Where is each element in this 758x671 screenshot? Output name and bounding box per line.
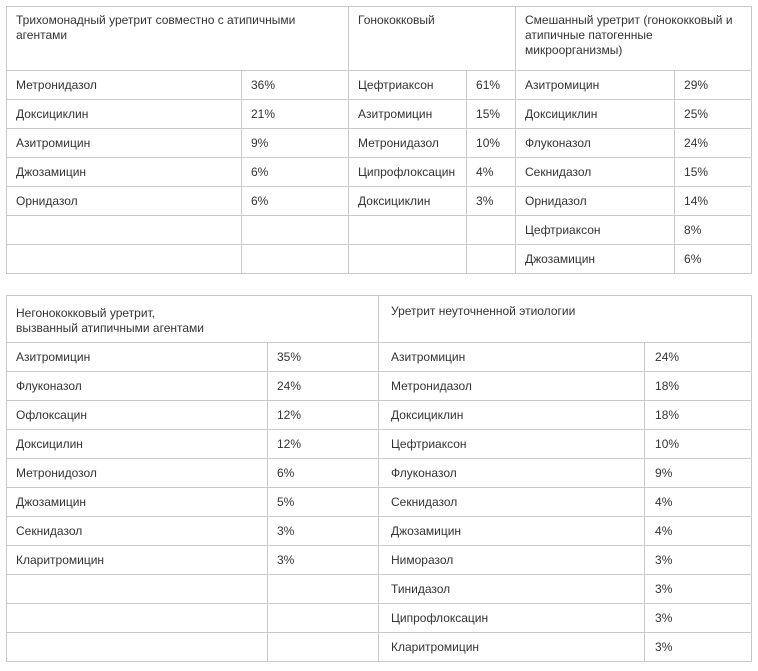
- table-row: [7, 604, 752, 633]
- drug-name-cell: [349, 216, 467, 245]
- drug-percent-cell: 3%: [268, 517, 379, 546]
- drug-percent-cell: 3%: [645, 575, 752, 604]
- drug-name-cell: Джозамицин: [7, 158, 242, 187]
- drug-name-cell: Кларитромицин: [7, 546, 268, 575]
- drug-percent-cell: 15%: [467, 100, 516, 129]
- drug-percent-cell: 3%: [645, 633, 752, 662]
- drug-percent-cell: 3%: [268, 546, 379, 575]
- table-row: [7, 401, 752, 430]
- drug-name-cell: Доксицилин: [7, 430, 268, 459]
- drug-name-cell: Доксициклин: [516, 100, 675, 129]
- drug-name-cell: Азитромицин: [516, 71, 675, 100]
- table-row: [7, 459, 752, 488]
- drug-percent-cell: 29%: [675, 71, 752, 100]
- drug-percent-cell: 24%: [645, 343, 752, 372]
- drug-percent-cell: 25%: [675, 100, 752, 129]
- drug-name-cell: Цефтриаксон: [349, 71, 467, 100]
- drug-percent-cell: 4%: [645, 488, 752, 517]
- drug-name-cell: Секнидазол: [7, 517, 268, 546]
- table-row: [7, 430, 752, 459]
- drug-name-cell: Кларитромицин: [379, 633, 645, 662]
- drug-name-cell: Метронидазол: [379, 372, 645, 401]
- drug-name-cell: Джозамицин: [379, 517, 645, 546]
- drug-name-cell: Секнидазол: [516, 158, 675, 187]
- drug-name-cell: Метронидозол: [7, 459, 268, 488]
- drug-percent-cell: 3%: [645, 546, 752, 575]
- drug-name-cell: Метронидазол: [349, 129, 467, 158]
- table-row: [7, 245, 752, 274]
- drug-name-cell: Доксициклин: [7, 100, 242, 129]
- drug-percent-cell: [268, 604, 379, 633]
- drug-percent-cell: 15%: [675, 158, 752, 187]
- drug-percent-cell: 5%: [268, 488, 379, 517]
- drug-percent-cell: [268, 575, 379, 604]
- drug-percent-cell: 36%: [242, 71, 349, 100]
- drug-name-cell: Азитромицин: [379, 343, 645, 372]
- drug-name-cell: [7, 245, 242, 274]
- drug-name-cell: Орнидазол: [516, 187, 675, 216]
- drug-percent-cell: 24%: [675, 129, 752, 158]
- drug-name-cell: Доксициклин: [379, 401, 645, 430]
- table-row: [7, 216, 752, 245]
- drug-name-cell: Флуконазол: [7, 372, 268, 401]
- drug-name-cell: [7, 575, 268, 604]
- table-row: [7, 546, 752, 575]
- table-row: [7, 633, 752, 662]
- drug-name-cell: Метронидазол: [7, 71, 242, 100]
- drug-percent-cell: [268, 633, 379, 662]
- drug-percent-cell: 18%: [645, 372, 752, 401]
- table-row: [7, 129, 752, 158]
- drug-percent-cell: 24%: [268, 372, 379, 401]
- drug-name-cell: [349, 245, 467, 274]
- table-row: [7, 517, 752, 546]
- drug-percent-cell: 61%: [467, 71, 516, 100]
- header-nongonococcal-urethritis: Негонококковый уретрит, вызванный атипичными агентами: [7, 296, 379, 343]
- drug-name-cell: [7, 216, 242, 245]
- drug-percent-cell: 6%: [242, 158, 349, 187]
- drug-percent-cell: 12%: [268, 430, 379, 459]
- drug-percent-cell: 9%: [645, 459, 752, 488]
- drug-percent-cell: 10%: [645, 430, 752, 459]
- drug-percent-cell: 35%: [268, 343, 379, 372]
- table-row: [7, 372, 752, 401]
- drug-name-cell: Азитромицин: [349, 100, 467, 129]
- table-header-row: [7, 296, 752, 343]
- header-gonococcal: Гонококковый: [349, 7, 516, 71]
- drug-name-cell: Флуконазол: [379, 459, 645, 488]
- drug-name-cell: Цефтриаксон: [379, 430, 645, 459]
- drug-percent-cell: 4%: [645, 517, 752, 546]
- drug-name-cell: Офлоксацин: [7, 401, 268, 430]
- drug-percent-cell: [242, 216, 349, 245]
- drug-name-cell: Секнидазол: [379, 488, 645, 517]
- drug-percent-cell: 4%: [467, 158, 516, 187]
- drug-percent-cell: 6%: [242, 187, 349, 216]
- drug-name-cell: Ципрофлоксацин: [349, 158, 467, 187]
- drug-percent-cell: 3%: [645, 604, 752, 633]
- treatment-table-1: [6, 6, 752, 274]
- drug-percent-cell: 21%: [242, 100, 349, 129]
- drug-name-cell: Джозамицин: [7, 488, 268, 517]
- drug-name-cell: [7, 633, 268, 662]
- drug-name-cell: Орнидазол: [7, 187, 242, 216]
- table-row: [7, 100, 752, 129]
- treatment-table-2: [6, 295, 752, 662]
- drug-name-cell: Азитромицин: [7, 343, 268, 372]
- table-row: [7, 158, 752, 187]
- table-row: [7, 71, 752, 100]
- drug-percent-cell: 9%: [242, 129, 349, 158]
- table-header-row: [7, 7, 752, 71]
- drug-name-cell: Ниморазол: [379, 546, 645, 575]
- drug-percent-cell: 10%: [467, 129, 516, 158]
- drug-percent-cell: [242, 245, 349, 274]
- drug-name-cell: Цефтриаксон: [516, 216, 675, 245]
- drug-name-cell: Джозамицин: [516, 245, 675, 274]
- header-unspecified-urethritis: Уретрит неуточненной этиологии: [379, 296, 752, 343]
- drug-percent-cell: 14%: [675, 187, 752, 216]
- drug-name-cell: Ципрофлоксацин: [379, 604, 645, 633]
- drug-percent-cell: 8%: [675, 216, 752, 245]
- table-row: [7, 343, 752, 372]
- table-row: [7, 187, 752, 216]
- drug-percent-cell: [467, 245, 516, 274]
- table-row: [7, 575, 752, 604]
- table-row: [7, 488, 752, 517]
- drug-percent-cell: 6%: [675, 245, 752, 274]
- header-mixed-urethritis: Смешанный уретрит (гонококковый и атипичные патогенные микроорганизмы): [516, 7, 752, 71]
- drug-percent-cell: 3%: [467, 187, 516, 216]
- drug-name-cell: [7, 604, 268, 633]
- drug-percent-cell: [467, 216, 516, 245]
- drug-percent-cell: 18%: [645, 401, 752, 430]
- header-trichomonas-urethritis: Трихомонадный уретрит совместно с атипичными агентами: [7, 7, 349, 71]
- drug-percent-cell: 6%: [268, 459, 379, 488]
- drug-name-cell: Азитромицин: [7, 129, 242, 158]
- drug-name-cell: Флуконазол: [516, 129, 675, 158]
- drug-name-cell: Тинидазол: [379, 575, 645, 604]
- drug-percent-cell: 12%: [268, 401, 379, 430]
- drug-name-cell: Доксициклин: [349, 187, 467, 216]
